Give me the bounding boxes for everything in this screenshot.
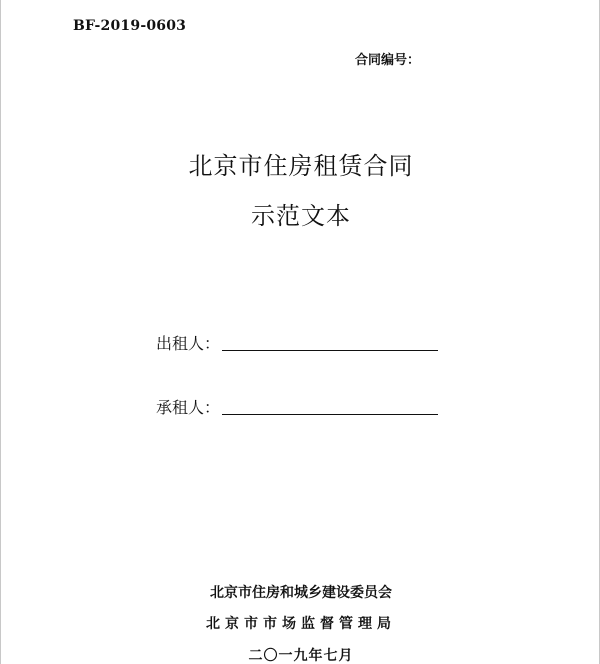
lessor-label: 出租人： (156, 334, 221, 353)
lessor-blank-line (222, 349, 438, 351)
issuer-housing-commission: 北京市住房和城乡建设委员会 (210, 585, 392, 601)
issue-date: 二〇一九年七月 (248, 648, 354, 664)
lessee-blank-line (222, 413, 438, 415)
document-title: 北京市住房租赁合同 (188, 152, 414, 180)
lessor-field (156, 330, 438, 354)
document-code: BF-2019-0603 (73, 18, 187, 34)
contract-number-label: 合同编号： (355, 53, 421, 68)
lessee-field (156, 394, 438, 418)
lessee-label: 承租人： (156, 398, 221, 417)
issuer-market-bureau: 北京市市场监督管理局 (206, 616, 396, 632)
document-subtitle: 示范文本 (251, 202, 351, 230)
